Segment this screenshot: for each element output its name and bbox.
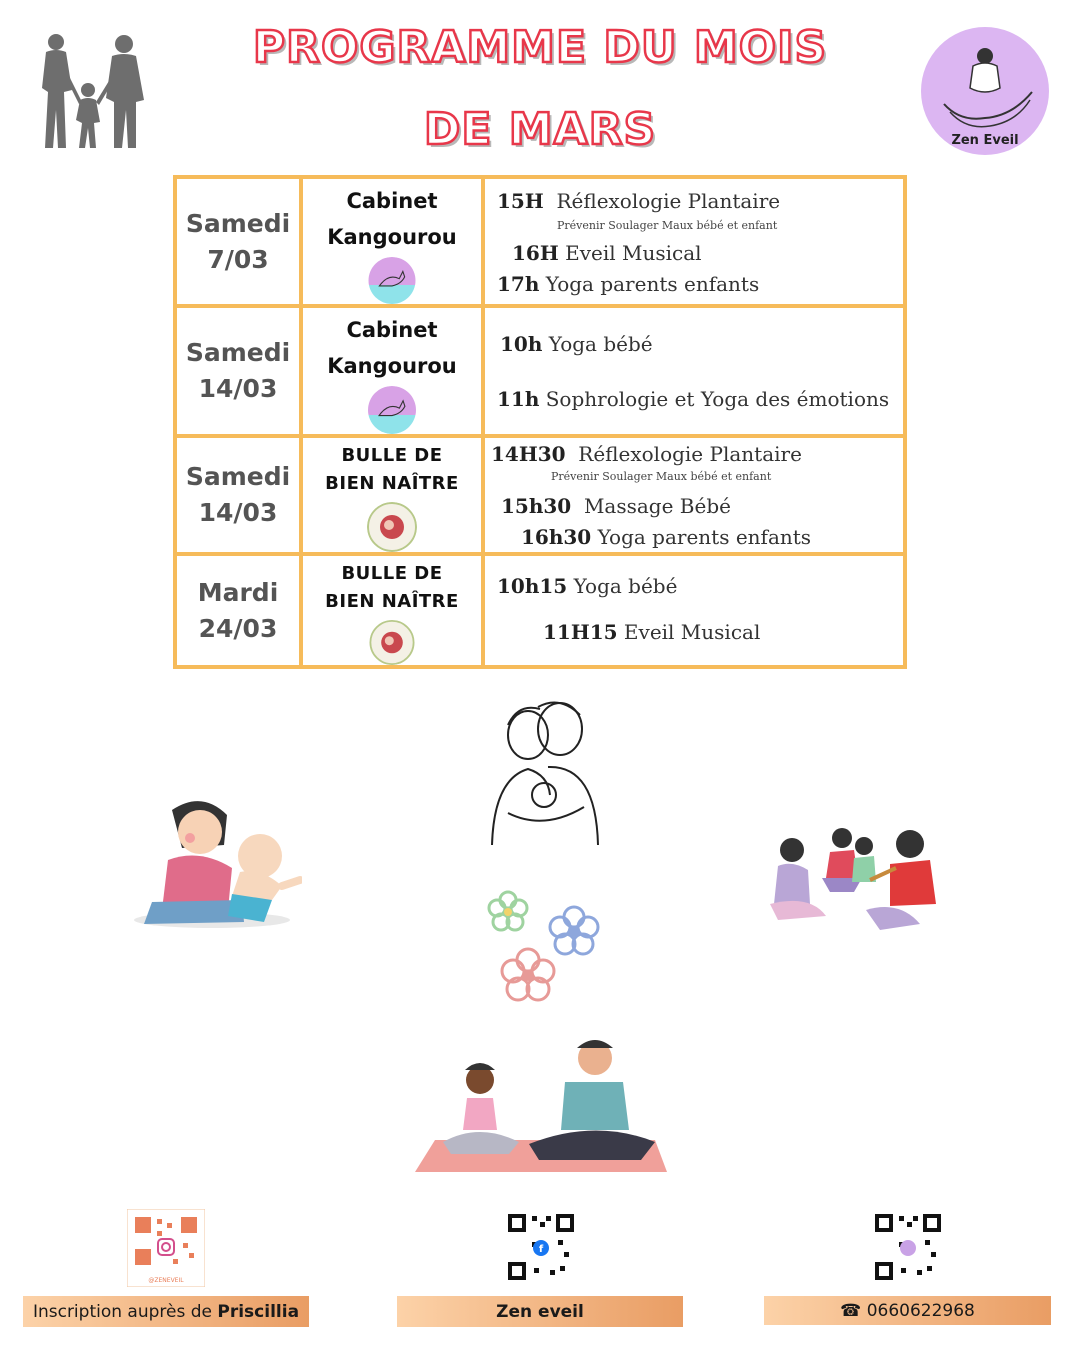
baby-massage-illustration [132, 790, 302, 955]
activities-cell [485, 308, 903, 434]
instagram-handle: @ZENEVEIL [148, 1277, 184, 1284]
activities-cell [485, 438, 903, 552]
day-name: Samedi [185, 208, 291, 238]
parents-baby-illustration [488, 695, 603, 845]
page-title-line1: PROGRAMME DU MOIS [252, 22, 828, 73]
schedule-row [177, 438, 903, 556]
day-cell [177, 179, 303, 304]
place-name-line2: BIEN NAÎTRE [325, 473, 459, 494]
place-name-line2: Kangourou [327, 225, 457, 249]
zen-eveil-mini-logo-icon [900, 1240, 916, 1256]
place-name-line2: Kangourou [327, 354, 457, 378]
activity: 10h15 Yoga bébé [497, 574, 678, 598]
place-name-line1: Cabinet [346, 189, 438, 213]
day-name: Mardi [197, 577, 279, 607]
day-cell [177, 308, 303, 434]
facebook-bar[interactable] [397, 1296, 683, 1327]
flowers-illustration [484, 880, 609, 1012]
kangourou-logo-icon [366, 386, 418, 434]
yoga-mother-child-illustration [415, 1030, 670, 1175]
place-cell [303, 179, 485, 304]
place-name-line2: BIEN NAÎTRE [325, 591, 459, 612]
zen-eveil-logo [920, 26, 1050, 156]
activities-cell [485, 179, 903, 304]
place-cell [303, 438, 485, 552]
day-name: Samedi [185, 338, 291, 367]
activity: 15h30 Massage Bébé [501, 494, 731, 518]
day-date: 7/03 [207, 244, 269, 274]
schedule-row [177, 308, 903, 438]
bulle-logo-icon [367, 502, 417, 552]
place-name-line1: BULLE DE [341, 445, 443, 466]
instagram-qr-code[interactable] [127, 1209, 205, 1287]
activity: 17h Yoga parents enfants [497, 272, 760, 296]
family-music-illustration [770, 820, 940, 938]
kangourou-logo-icon [366, 257, 418, 304]
place-name-line1: BULLE DE [341, 563, 443, 584]
phone-number: 0660622968 [866, 1300, 975, 1321]
place-name-line1: Cabinet [346, 318, 438, 342]
facebook-label: Zen eveil [496, 1301, 584, 1322]
schedule-row [177, 556, 903, 665]
activity: 14H30 Réflexologie Plantaire [491, 442, 802, 466]
inscription-bar [23, 1296, 309, 1327]
activity: 11H15 Eveil Musical [543, 620, 761, 644]
schedule-table [173, 175, 907, 669]
schedule-row [177, 179, 903, 308]
day-name: Samedi [185, 462, 291, 491]
day-date: 24/03 [198, 613, 278, 643]
day-date: 14/03 [198, 374, 278, 403]
logo-text: Zen Eveil [951, 133, 1019, 148]
activity: 10h Yoga bébé [500, 332, 653, 356]
activity: 11h Sophrologie et Yoga des émotions [497, 387, 890, 411]
website-qr-code[interactable] [873, 1212, 943, 1282]
activities-cell [485, 556, 903, 665]
place-cell [303, 308, 485, 434]
activity-note: Prévenir Soulager Maux bébé et enfant [557, 219, 778, 232]
activity-note: Prévenir Soulager Maux bébé et enfant [551, 470, 772, 483]
inscription-name: Priscillia [217, 1301, 300, 1322]
bulle-logo-icon [367, 620, 417, 665]
day-cell [177, 556, 303, 665]
day-date: 14/03 [198, 498, 278, 527]
svg-text:f: f [538, 1244, 544, 1255]
phone-icon: ☎ [840, 1300, 862, 1321]
family-silhouette-icon [36, 30, 151, 152]
activity: 15H Réflexologie Plantaire [497, 189, 781, 213]
facebook-qr-code[interactable] [506, 1212, 576, 1282]
place-cell [303, 556, 485, 665]
phone-bar[interactable] [764, 1296, 1051, 1325]
inscription-prefix: Inscription auprès de [32, 1301, 212, 1322]
page-title-line2: DE MARS [423, 104, 657, 155]
activity: 16H Eveil Musical [512, 241, 702, 265]
activity: 16h30 Yoga parents enfants [521, 525, 812, 549]
day-cell [177, 438, 303, 552]
